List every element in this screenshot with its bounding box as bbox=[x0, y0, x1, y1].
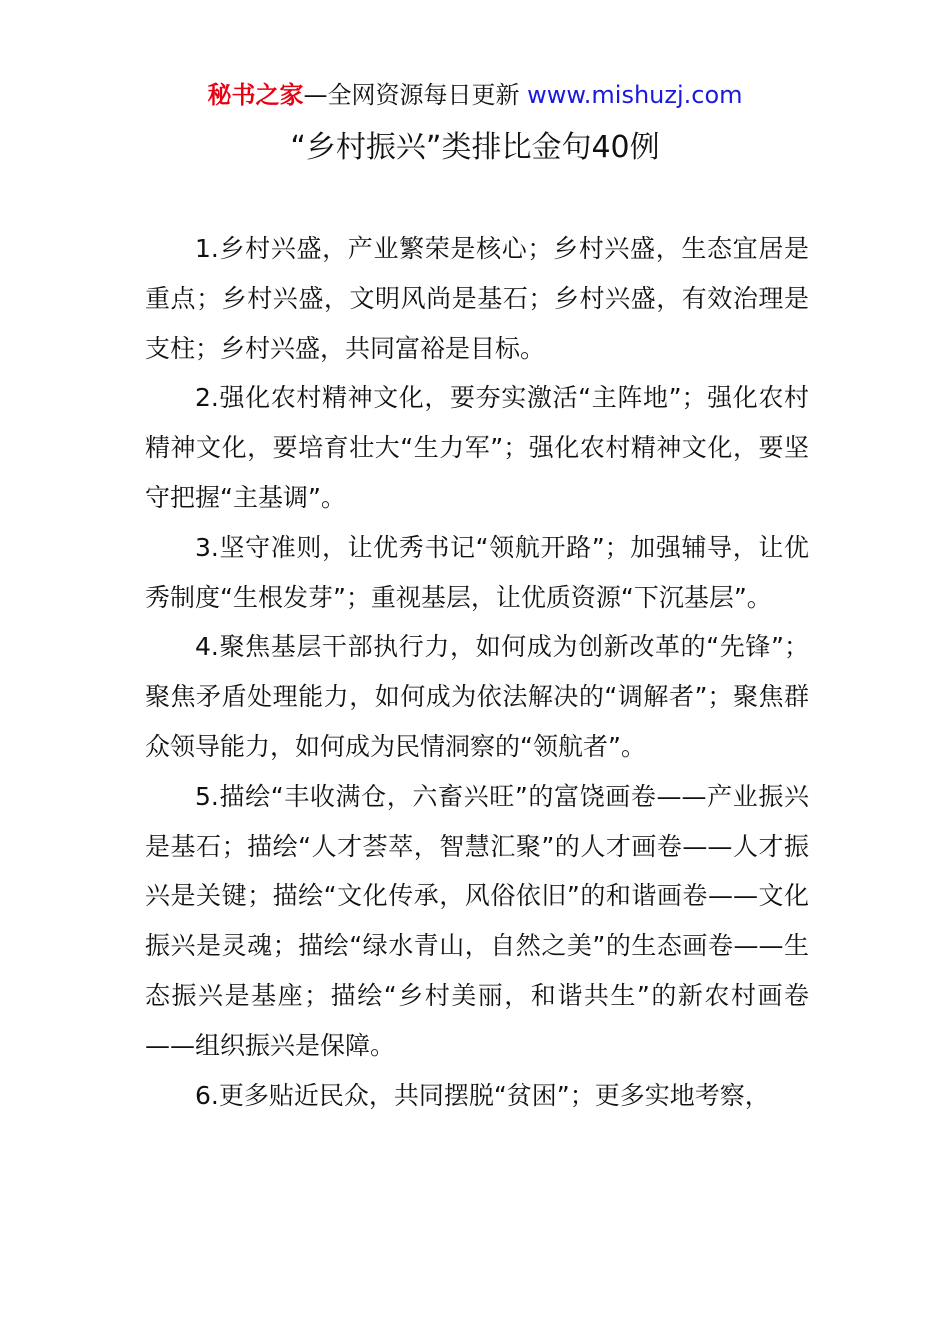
site-brand: 秘书之家 bbox=[207, 81, 304, 109]
paragraph-3: 3.坚守准则，让优秀书记“领航开路”；加强辅导，让优秀制度“生根发芽”；重视基层，让优质资源“下沉基层”。 bbox=[145, 532, 809, 612]
paragraph-4: 4.聚焦基层干部执行力，如何成为创新改革的“先锋”；聚焦矛盾处理能力，如何成为依法解决的“调解者”；聚焦群众领导能力，如何成为民情洞察的“领航者”。 bbox=[145, 632, 809, 761]
site-tagline: —全网资源每日更新 bbox=[303, 81, 528, 109]
site-url-link[interactable]: www.mishuzj.com bbox=[527, 81, 743, 109]
site-header bbox=[0, 78, 950, 112]
document-title: “乡村振兴”类排比金句40例 bbox=[290, 130, 660, 165]
paragraph-1: 1.乡村兴盛，产业繁荣是核心；乡村兴盛，生态宜居是重点；乡村兴盛，文明风尚是基石；乡村兴盛，有效治理是支柱；乡村兴盛，共同富裕是目标。 bbox=[145, 234, 809, 363]
paragraph-2: 2.强化农村精神文化，要夯实激活“主阵地”；强化农村精神文化，要培育壮大“生力军”；强化农村精神文化，要坚守把握“主基调”。 bbox=[145, 383, 809, 512]
document-body bbox=[145, 224, 809, 1120]
paragraph-6: 6.更多贴近民众，共同摆脱“贫困”；更多实地考察， bbox=[195, 1080, 770, 1110]
paragraph-5: 5.描绘“丰收满仓，六畜兴旺”的富饶画卷——产业振兴是基石；描绘“人才荟萃，智慧汇聚”的人才画卷——人才振兴是关键；描绘“文化传承，风俗依旧”的和谐画卷——文化振兴是灵魂；描绘“绿水青山，自然之美”的生态画卷——生态振兴是基座；描绘“乡村美丽，和谐共生”的新农村画卷——组织振兴是保障。 bbox=[145, 781, 809, 1060]
